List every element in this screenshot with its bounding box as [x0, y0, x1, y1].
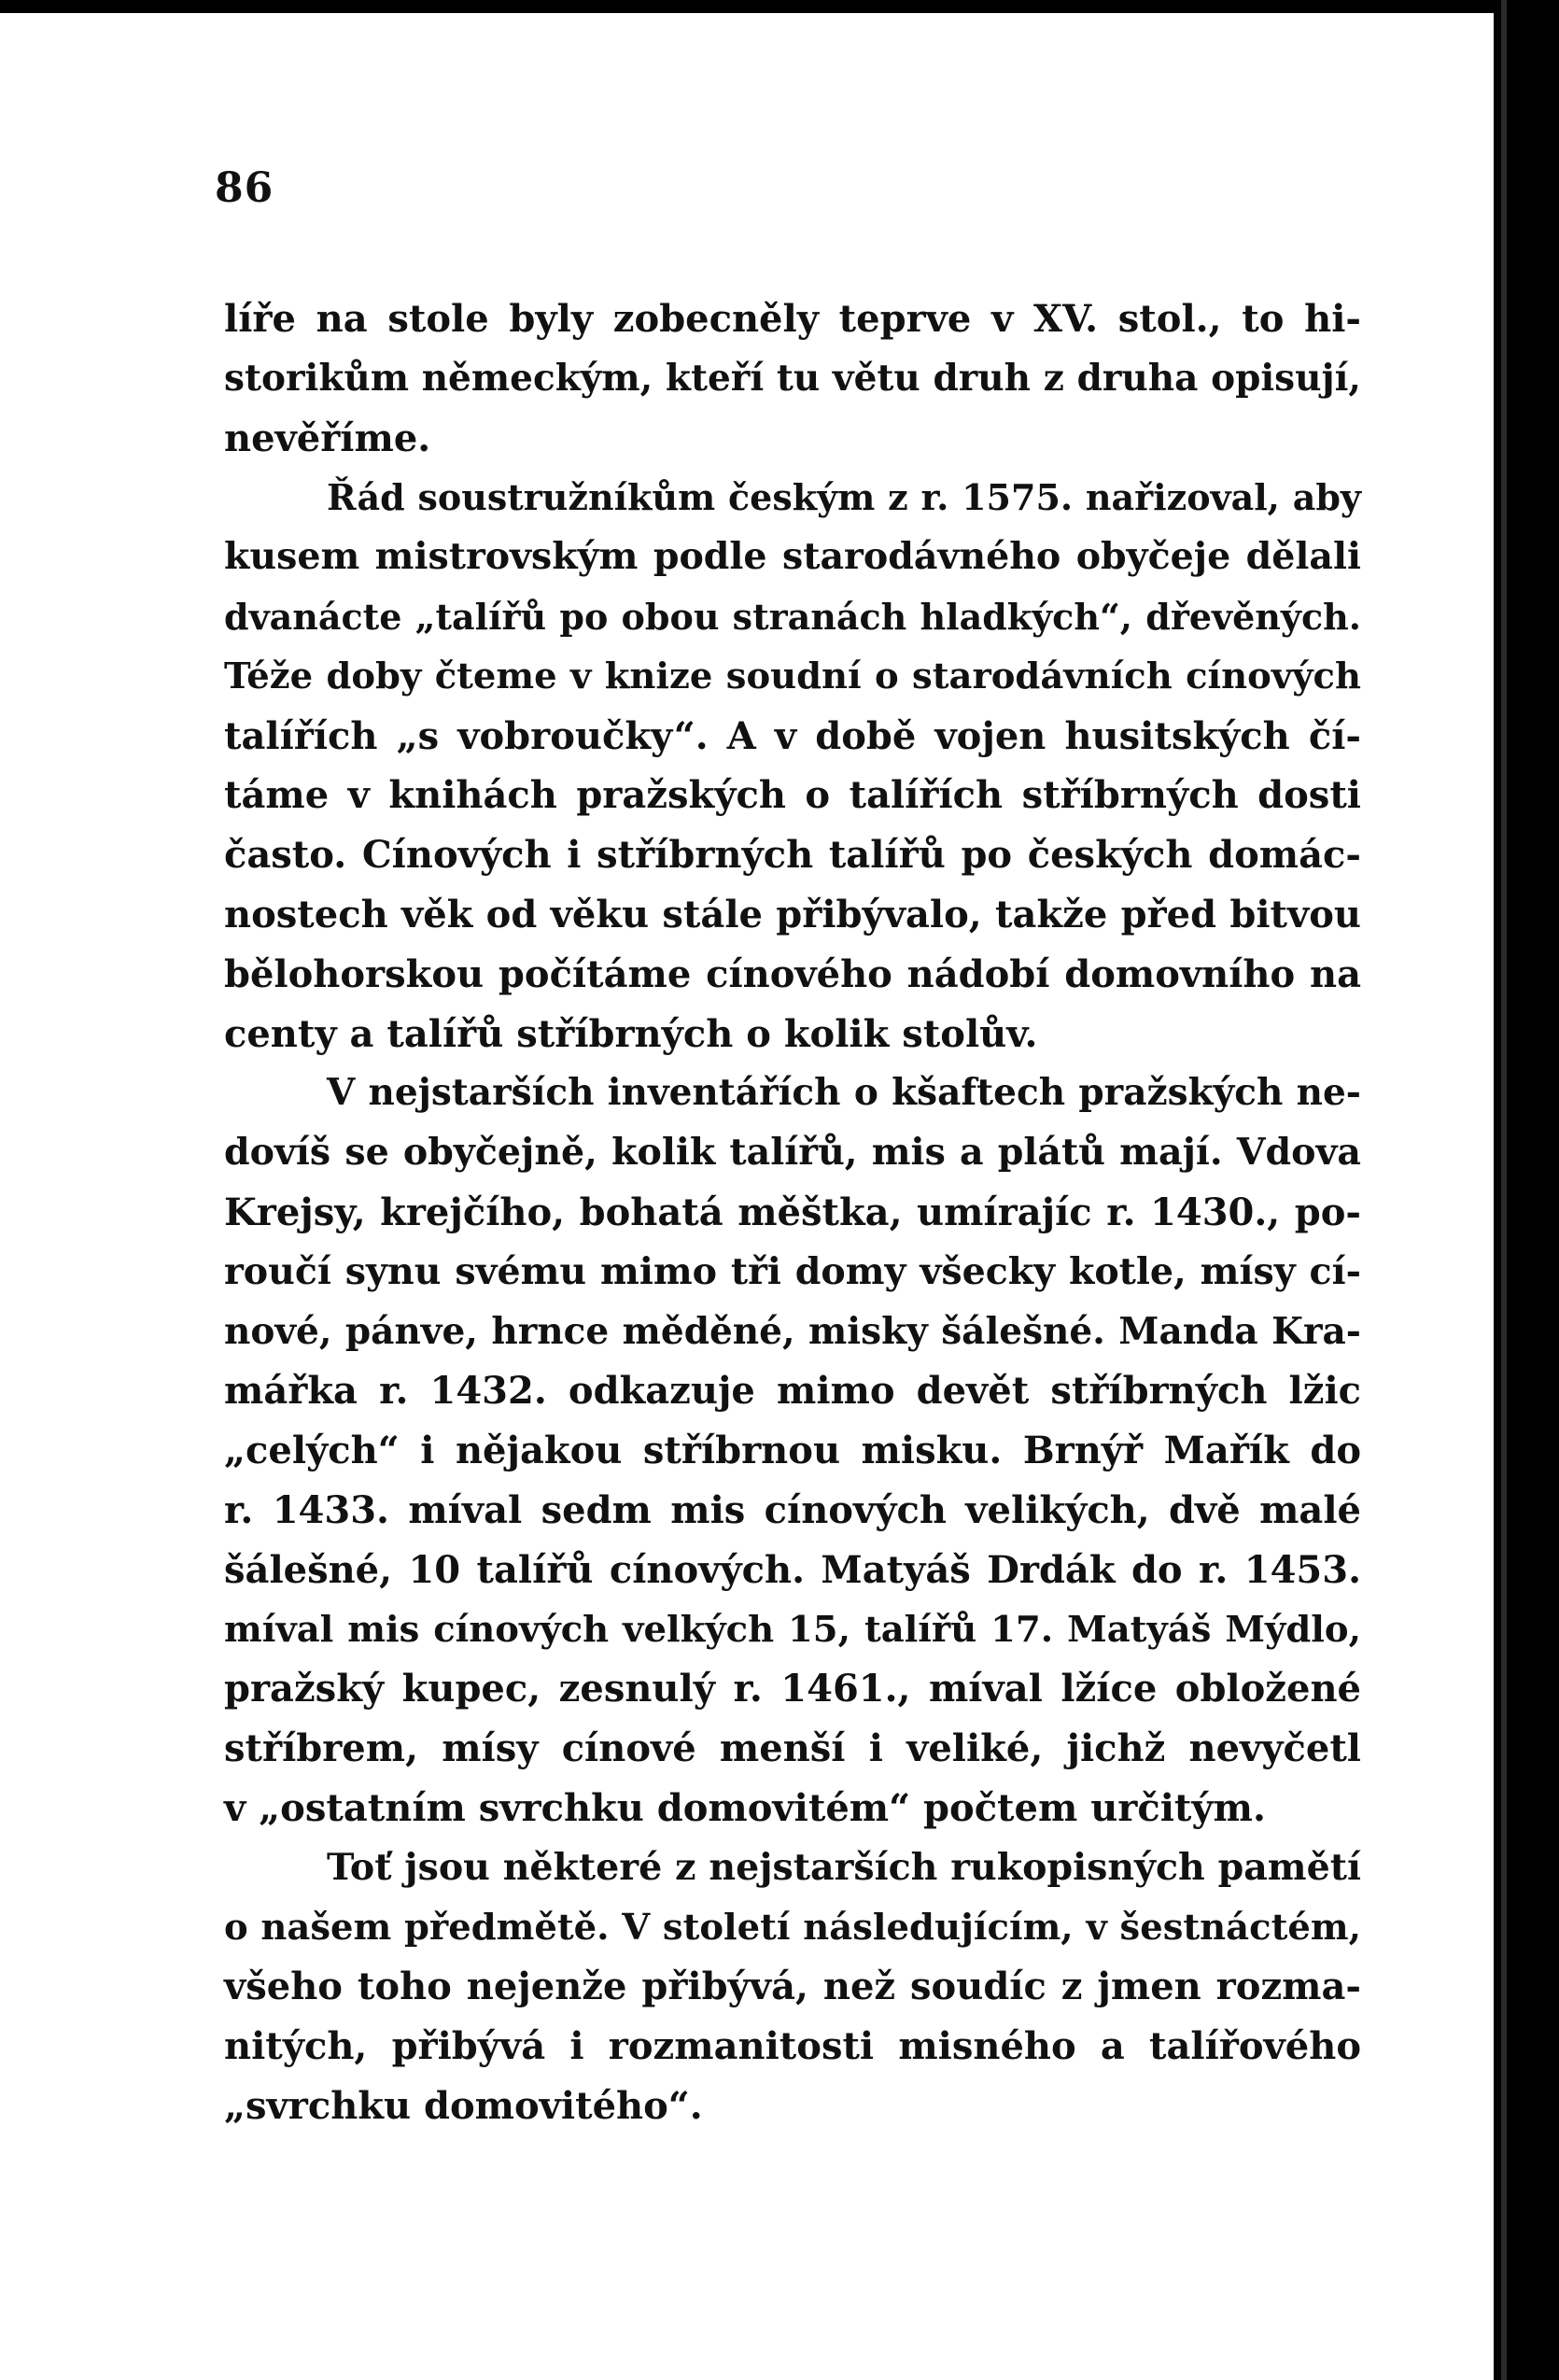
text-line: roučí synu svému mimo tři domy všecky kotle, mísy cí-	[224, 1249, 1361, 1293]
text-line: „celých“ i nějakou stříbrnou misku. Brnýř Mařík do	[224, 1429, 1361, 1473]
text-line: V nejstarších inventářích o kšaftech pražských ne-	[327, 1071, 1361, 1115]
text-line: nové, pánve, hrnce měděné, misky šálešné. Manda Kra-	[224, 1309, 1361, 1353]
text-line: všeho toho nejenže přibývá, než soudíc z jmen rozma-	[224, 1965, 1361, 2009]
text-line: mářka r. 1432. odkazuje mimo devět stříbrných lžic	[224, 1369, 1361, 1414]
text-line: o našem předmětě. V století následujícím, v šestnáctém,	[224, 1906, 1361, 1949]
text-line: bělohorskou počítáme cínového nádobí domovního na	[224, 951, 1361, 996]
text-line: nevěříme.	[224, 415, 431, 460]
text-line: stříbrem, mísy cínové menší i veliké, jichž nevyčetl	[224, 1726, 1361, 1771]
text-line: pražský kupec, zesnulý r. 1461., míval lžíce obložené	[224, 1667, 1361, 1711]
text-line: Řád soustružníkům českým z r. 1575. nařizoval, aby	[327, 476, 1361, 519]
text-line: nostech věk od věku stále přibývalo, takže před bitvou	[224, 892, 1361, 937]
body-text	[224, 289, 1361, 2136]
text-line: Krejsy, krejčího, bohatá měštka, umírajíc r. 1430., po-	[224, 1190, 1361, 1234]
text-line: šálešné, 10 talířů cínových. Matyáš Drdák do r. 1453.	[224, 1547, 1361, 1592]
text-line: líře na stole byly zobecněly teprve v XV. stol., to hi-	[224, 297, 1361, 341]
book-page	[0, 13, 1494, 2380]
text-line: storikům německým, kteří tu větu druh z druha opisují,	[224, 356, 1361, 400]
scan-edge	[1494, 0, 1559, 2380]
text-line: Téže doby čteme v knize soudní o starodávních cínových	[224, 655, 1361, 697]
text-line: v „ostatním svrchku domovitém“ počtem určitým.	[224, 1785, 1266, 1830]
text-line: kusem mistrovským podle starodávného obyčeje dělali	[224, 535, 1361, 579]
text-line: talířích „s vobroučky“. A v době vojen husitských čí-	[224, 713, 1361, 758]
text-line: Toť jsou některé z nejstarších rukopisných pamětí	[327, 1845, 1361, 1889]
text-line: táme v knihách pražských o talířích stříbrných dosti	[224, 773, 1361, 818]
next-page-edge	[1501, 0, 1507, 2380]
text-line: nitých, přibývá i rozmanitosti misného a talířového	[224, 2024, 1361, 2069]
text-line: centy a talířů stříbrných o kolik stolův.	[224, 1011, 1038, 1056]
text-line: r. 1433. míval sedm mis cínových velikých, dvě malé	[224, 1487, 1361, 1532]
text-line: často. Cínových i stříbrných talířů po českých domác-	[224, 833, 1361, 878]
text-line: „svrchku domovitého“.	[224, 2083, 703, 2128]
text-line: dovíš se obyčejně, kolik talířů, mis a plátů mají. Vdova	[224, 1131, 1361, 1175]
text-line: dvanácte „talířů po obou stranách hladkých“, dřevěných.	[224, 595, 1361, 638]
text-line: míval mis cínových velkých 15, talířů 17. Matyáš Mýdlo,	[224, 1608, 1361, 1651]
page-number: 86	[215, 164, 274, 212]
